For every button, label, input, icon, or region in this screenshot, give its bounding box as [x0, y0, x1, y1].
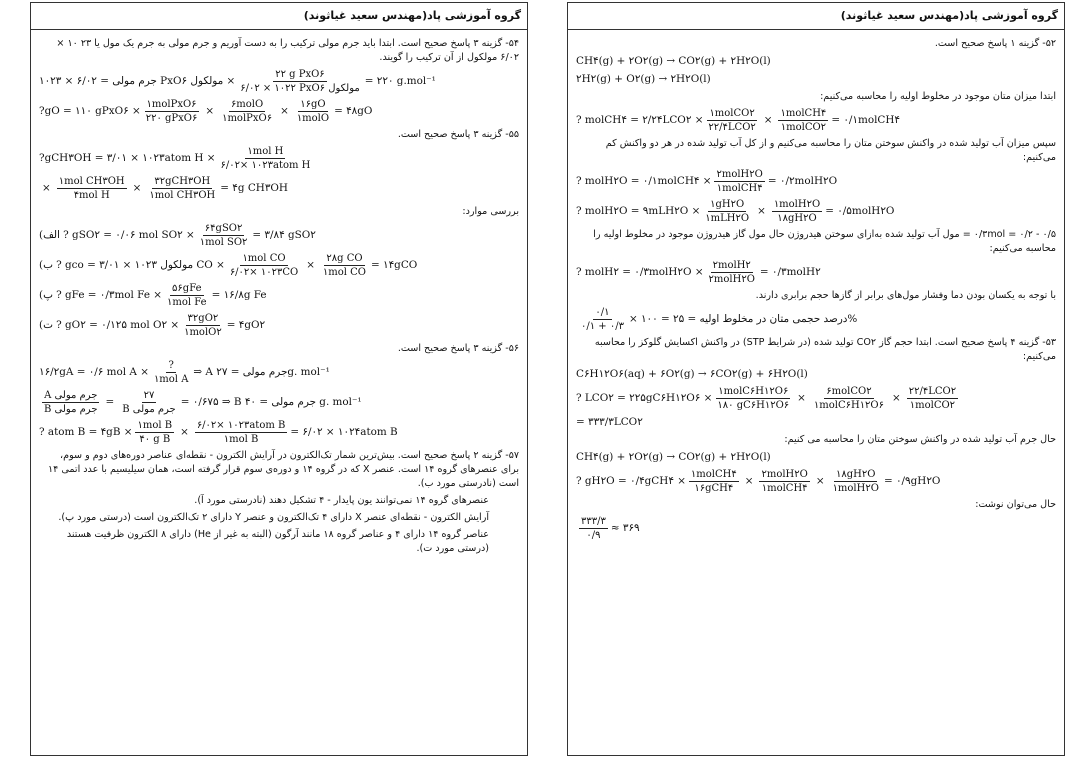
q55-eq1-den: ۶/۰۲× ۱۰۲۳atom H	[220, 160, 311, 171]
q55-eq2-f2d: ۱mol CH۳OH	[149, 190, 216, 201]
right-page-header: گروه آموزشی پاد(مهندس سعید غیاثوند)	[568, 3, 1064, 30]
q52-eq3-res: = ۰/۵molH۲O	[825, 205, 895, 217]
q55-eq1-lhs: ?gCH۳OH = ۳/۰۱ × ۱۰۲۳atom H ×	[39, 152, 216, 164]
q52-text3: ۰/۳mol = ۰/۲ - ۰/۵ = مول آب تولید شده به‌ازای سوختن هیدروژن حال مول گاز هیدروژن موجود در مخلوط اولیه را محاسبه می‌کنیم:	[593, 229, 1056, 254]
q56-eq3-f2d: ۱mol B	[223, 434, 259, 445]
case-t-res: = ۴gO۲	[226, 319, 266, 331]
q52-eq3-frac2	[772, 198, 822, 225]
q53-eq1-frac1	[715, 385, 791, 412]
q56-eq2-res: = ۰/۶۷۵ ⇒ B جرم مولی = ۴۰ g. mol⁻¹	[180, 396, 362, 408]
case-t	[39, 312, 519, 339]
q52-text2: سپس میزان آب تولید شده در واکنش سوختن متان را محاسبه می‌کنیم و از کل آب تولید شده در هر دو واکنش کم می‌کنیم:	[605, 138, 1056, 163]
q53-eq2-f3d: ۱molH۲O	[832, 483, 879, 494]
q52-eq1-f1n: ۱molCO۲	[709, 108, 755, 119]
q56-eq2: A جرم مولی B جرم مولی = ۲۷ B جرم مولی = ۰/۶۷۵ ⇒ B جرم مولی = ۴۰ g. mol⁻¹	[44, 390, 362, 415]
q52-eq3-frac1	[703, 198, 751, 225]
q57-p2: عنصرهای گروه ۱۴ نمی‌توانند یون پایدار - ۴ تشکیل دهند (نادرستی مورد آ).	[194, 495, 489, 506]
q52-eq1: ? molCH۴ = ۲/۲۴LCO۲ × ۱molCO۲ ۲۲/۴LCO۲ × ۱molCH۴ ۱molCO۲ = ۰/۱molCH۴	[576, 108, 901, 133]
q57-p3: آرایش الکترون - نقطه‌ای عنصر X دارای ۴ تک‌الکترون و عنصر Y دارای ۲ تک‌الکترون است (درستی مورد پ).	[58, 512, 489, 523]
q56-eq3-f1n: ۱mol B	[137, 420, 173, 431]
q54-eq2-frac2	[220, 98, 274, 125]
q52-eq4-frac	[707, 259, 757, 286]
q52-eq4-num: ۲molH۲	[712, 260, 751, 271]
q54-eq2-frac1	[144, 98, 200, 125]
q52-eq5-frac	[579, 306, 626, 333]
q53-eq3-den: ۰/۹	[586, 530, 601, 541]
q53-eq1-f3n: ۲۲/۴LCO۲	[908, 386, 957, 397]
q56-eq3-f2n: ۶/۰۲× ۱۰۲۳atom B	[196, 420, 286, 431]
q56-eq3-f1d: ۴۰ g B	[139, 434, 171, 445]
q53-eq2-frac2	[759, 468, 809, 495]
q52-eq5-num: ۰/۱	[595, 307, 610, 318]
q53-eq1-lhs: ? LCO۲ = ۲۲۵gC۶H۱۲O۶ ×	[576, 392, 713, 404]
q54-eq1-frac	[238, 68, 362, 95]
case-t-den: ۱molO۲	[184, 327, 222, 338]
q57-p4: عناصر گروه ۱۴ دارای ۴ و عناصر گروه ۱۸ مانند آرگون (البته به غیر از He) دارای ۸ الکترون ظرفیت هستند (درستی مورد ت).	[66, 529, 489, 554]
q52-eq3: ? molH۲O = ۹mLH۲O × ۱gH۲O ۱mLH۲O × ۱molH۲O ۱۸gH۲O = ۰/۵molH۲O	[576, 199, 895, 224]
q56-eq3: ? atom B = ۴gB × ۱mol B ۴۰ g B × ۶/۰۲× ۱۰۲۳atom B ۱mol B = ۶/۰۲ × ۱۰۲۴atom B	[39, 420, 398, 445]
q52-eq3-f1d: ۱mLH۲O	[705, 213, 750, 224]
q56-eq3-frac1	[135, 419, 174, 446]
q53-text3: حال می‌توان نوشت:	[975, 499, 1056, 510]
left-page-header: گروه آموزشی پاد(مهندس سعید غیاثوند)	[31, 3, 527, 30]
q53-eq1-f2n: ۶molCO۲	[826, 386, 872, 397]
q56-eq3-frac2	[195, 419, 288, 446]
q53-eq2-lhs: ? gH۲O = ۰/۴gCH۴ ×	[576, 475, 686, 487]
q52-eq2-lhs: ? molH۲O = ۰/۱molCH۴ ×	[576, 175, 712, 187]
case-b-lhs: (ب ? gco = ۳/۰۱ × ۱۰۲۳ مولکول CO ×	[39, 259, 225, 271]
q54-eq2-frac3	[295, 98, 331, 125]
case-b-f2n: ۲۸g CO	[326, 253, 363, 264]
q53-eq2-res: = ۰/۹gH۲O	[883, 475, 941, 487]
q52-eq2-den: ۱molCH۴	[716, 183, 763, 194]
q54-eq1	[39, 68, 519, 95]
q54-eq1-den: ۶/۰۲ × ۱۰۲۲ PxO۶ مولکول	[240, 83, 360, 94]
q55-eq2: × ۱mol CH۳OH ۴mol H × ۳۲gCH۳OH ۱mol CH۳OH = ۴g CH۳OH	[42, 176, 288, 201]
q52-eq1-f2n: ۱molCH۴	[780, 108, 827, 119]
q53-eq1-frac3	[907, 385, 958, 412]
case-p	[39, 282, 519, 309]
q53-eq2: ? gH۲O = ۰/۴gCH۴ × ۱molCH۴ ۱۶gCH۴ × ۲molH۲O ۱molCH۴ × ۱۸gH۲O ۱molH۲O = ۰/۹gH۲O	[576, 469, 941, 494]
case-p-den: ۱mol Fe	[167, 297, 207, 308]
q53-eq1-f1n: ۱molC۶H۱۲O۶	[718, 386, 789, 397]
case-p-res: = ۱۶/۸g Fe	[211, 289, 267, 301]
q56-intro: ۵۶- گزینه ۳ پاسخ صحیح است.	[397, 343, 519, 354]
q53-eq2-f3n: ۱۸gH۲O	[836, 469, 876, 480]
q56-eq2-frac2	[120, 389, 178, 416]
case-b-f2d: ۱mol CO	[322, 267, 367, 278]
q55-eq2-f1d: ۴mol H	[73, 190, 110, 201]
q54-eq2-res: = ۴۸gO	[334, 105, 373, 117]
q53-eq3-num: ۳۳۳/۳	[581, 516, 606, 527]
q54-eq2-f1d: ۲۲۰ gPxO۶	[145, 113, 198, 124]
q53-text2: حال جرم آب تولید شده در واکنش سوختن متان را محاسبه می کنیم:	[784, 434, 1056, 445]
q54-eq2-f1n: ۱molPxO۶	[146, 99, 197, 110]
case-a-lhs: (الف ? gSO۲ = ۰/۰۶ mol SO۲ ×	[39, 229, 195, 241]
q52-eq5-den: ۰/۱ + ۰/۳	[581, 321, 624, 332]
case-b-res: = ۱۴gCO	[371, 259, 418, 271]
q56-eq1-frac	[152, 359, 190, 386]
q52-eq1-frac1	[706, 107, 757, 134]
q55-eq2-f1n: ۱mol CH۳OH	[58, 176, 125, 187]
q56-eq1	[39, 359, 519, 386]
q53-eq1-f3d: ۱molCO۲	[909, 400, 956, 411]
case-t-frac	[182, 312, 224, 339]
left-page	[30, 2, 528, 756]
q53-eq2-frac3	[831, 468, 881, 495]
q56-eq1-num: ?	[168, 360, 174, 371]
case-b-frac2	[321, 252, 368, 279]
q52-eq3-f1n: ۱gH۲O	[710, 199, 745, 210]
q55-eq2-f2n: ۳۲gCH۳OH	[154, 176, 211, 187]
q53-eq1-frac2	[812, 385, 886, 412]
q55-eq2-frac2	[147, 175, 217, 202]
q52-eq1-lhs: ? molCH۴ = ۲/۲۴LCO۲ ×	[576, 114, 704, 126]
left-page-body	[31, 30, 527, 556]
q54-eq2-lhs: ?gO = ۱۱۰ gPxO۶ ×	[39, 105, 141, 117]
q52-eq1-res: = ۰/۱molCH۴	[831, 114, 901, 126]
q52-eq3-lhs: ? molH۲O = ۹mLH۲O ×	[576, 205, 701, 217]
q53-reaction1: C۶H۱۲O۶(aq) + ۶O۲(g) → ۶CO۲(g) + ۶H۲O(l)	[576, 368, 808, 380]
case-a-frac	[198, 222, 250, 249]
q52-eq4	[576, 259, 1056, 286]
q54-intro: ۵۴- گزینه ۳ پاسخ صحیح است. ابتدا باید جرم مولی ترکیب را به دست آوریم و جرم مولی به جرم یک مول یا ۲۳ ۱۰ × ۶/۰۲ مولکول از آن ترکیب را گویند.	[56, 38, 519, 63]
case-t-lhs: (ت ? gO۲ = ۰/۱۲۵ mol O۲ ×	[39, 319, 180, 331]
q56-eq1-lhs: ۱۶/۲gA = ۰/۶ mol A ×	[39, 366, 149, 378]
case-a	[39, 222, 519, 249]
q52-reaction2: ۲H۲(g) + O۲(g) → ۲H۲O(l)	[576, 73, 711, 85]
q56-eq2-f1d: B جرم مولی	[44, 404, 98, 415]
q52-eq4-res: = ۰/۳molH۲	[759, 266, 821, 278]
q53-eq1-f2d: ۱molC۶H۱۲O۶	[813, 400, 885, 411]
q57-p1: ۵۷- گزینه ۲ پاسخ صحیح است. بیش‌ترین شمار تک‌الکترون در آرایش الکترون - نقطه‌ای عناصر دوره‌های دوم و سوم، برای عنصرهای گروه ۱۴ است. عنصر X که در گروه ۱۴ و دوره‌ی سوم قرار گرفته است، همان سیلیسیم با عدد اتمی ۱۴ است (نادرستی مورد ب).	[48, 450, 519, 489]
q56-eq3-lhs: ? atom B = ۴gB ×	[39, 426, 133, 438]
q55-intro: ۵۵- گزینه ۳ پاسخ صحیح است.	[397, 129, 519, 140]
case-b-frac1	[228, 252, 300, 279]
q55-eq2-res: = ۴g CH۳OH	[220, 182, 288, 194]
q56-eq2-f2n: ۲۷	[143, 390, 155, 401]
q52-eq4-den: ۲molH۲O	[708, 274, 755, 285]
q56-eq1-res: ⇒ A جرم مولی = ۲۷g. mol⁻¹	[193, 366, 330, 378]
q56-eq2-f2d: B جرم مولی	[122, 404, 176, 415]
case-p-frac	[165, 282, 209, 309]
q53-eq1-f1d: ۱۸۰ gC۶H۱۲O۶	[717, 400, 790, 411]
q52-eq1-f2d: ۱molCO۲	[780, 122, 827, 133]
q54-eq2-f3n: ۱۶gO	[300, 99, 326, 110]
q52-text1: ابتدا میزان متان موجود در مخلوط اولیه را محاسبه می‌کنیم:	[820, 91, 1056, 102]
case-b-f1d: ۶/۰۲× ۱۰۲۳CO	[229, 267, 299, 278]
q53-text1: ۵۳- گزینه ۴ پاسخ صحیح است. ابتدا حجم گاز CO۲ تولید شده (در شرایط STP) در واکنش اکسایش گلوکز را محاسبه می‌کنیم:	[594, 337, 1056, 362]
q56-eq2-frac1	[42, 389, 100, 416]
q52-eq4-lhs: ? molH۲ = ۰/۳molH۲O ×	[576, 266, 704, 278]
q56-eq1-den: ۱mol A	[153, 374, 189, 385]
q53-eq2-frac1	[689, 468, 739, 495]
q52-eq5	[576, 306, 1056, 333]
q53-eq1: ? LCO۲ = ۲۲۵gC۶H۱۲O۶ × ۱molC۶H۱۲O۶ ۱۸۰ gC۶H۱۲O۶ × ۶molCO۲ ۱molC۶H۱۲O۶ × ۲۲/۴LCO۲ ۱molCO۲	[576, 386, 957, 411]
q52-eq2	[576, 168, 1056, 195]
case-p-lhs: (پ ? gFe = ۰/۳mol Fe ×	[39, 289, 162, 301]
case-b: (ب ? gco = ۳/۰۱ × ۱۰۲۳ مولکول CO × ۱mol CO ۶/۰۲× ۱۰۲۳CO × ۲۸g CO ۱mol CO = ۱۴gCO	[39, 253, 418, 278]
q54-eq1-lhs: جرم مولی = ۶/۰۲ × ۱۰۲۳ PxO۶ مولکول ×	[39, 75, 236, 87]
q53-eq2-f2n: ۲molH۲O	[761, 469, 808, 480]
q52-eq1-f1d: ۲۲/۴LCO۲	[708, 122, 756, 133]
q53-eq2-f2d: ۱molCH۴	[761, 483, 808, 494]
q56-eq2-f1n: A جرم مولی	[44, 390, 98, 401]
q55-eq2-frac1	[57, 175, 127, 202]
case-b-f1n: ۱mol CO	[242, 253, 286, 264]
q55-eq1-frac	[218, 145, 312, 172]
case-t-num: ۳۲gO۲	[187, 313, 219, 324]
q52-eq2-res: = ۰/۲molH۲O	[767, 175, 838, 187]
q53-reaction2: CH۴(g) + ۲O۲(g) → CO۲(g) + ۲H۲O(l)	[576, 451, 771, 463]
q54-eq2-f2d: ۱molPxO۶	[222, 113, 273, 124]
q54-eq2-f3d: ۱molO	[296, 113, 330, 124]
q52-eq2-num: ۲molH۲O	[716, 169, 763, 180]
q52-text4: با توجه به یکسان بودن دما وفشار مول‌های برابر از گازها حجم برابری دارند.	[755, 290, 1056, 301]
q52-eq5-res: × ۱۰۰ = درصد حجمی متان در مخلوط اولیه = ۲۵%	[628, 313, 858, 325]
q53-eq2-f1d: ۱۶gCH۴	[694, 483, 734, 494]
case-a-den: ۱mol SO۲	[199, 237, 248, 248]
review-label: بررسی موارد:	[462, 206, 519, 217]
q52-eq2-frac	[714, 168, 764, 195]
case-a-res: = ۳/۸۴ gSO۲	[252, 229, 316, 241]
q52-intro: ۵۲- گزینه ۱ پاسخ صحیح است.	[934, 38, 1056, 49]
q54-eq1-res: = ۲۲۰ g.mol⁻¹	[364, 75, 436, 87]
right-page	[567, 2, 1065, 756]
q53-eq3	[576, 515, 1056, 542]
right-page-body	[568, 30, 1064, 542]
q55-eq1	[39, 145, 519, 172]
q53-eq2-f1n: ۱molCH۴	[690, 469, 737, 480]
q52-eq3-f2n: ۱molH۲O	[773, 199, 821, 210]
q52-eq3-f2d: ۱۸gH۲O	[777, 213, 817, 224]
q55-eq1-num: ۱mol H	[247, 146, 284, 157]
q53-eq3-res: ≈ ۳۶۹	[610, 522, 640, 534]
q52-eq1-frac2	[778, 107, 828, 134]
q54-eq2: ?gO = ۱۱۰ gPxO۶ × ۱molPxO۶ ۲۲۰ gPxO۶ × ۶molO ۱molPxO۶ × ۱۶gO ۱molO = ۴۸gO	[39, 99, 373, 124]
q53-eq1-result: = ۳۳۳/۳LCO۲	[576, 416, 643, 428]
q54-eq2-f2n: ۶molO	[230, 99, 264, 110]
q53-eq3-frac	[579, 515, 608, 542]
case-a-num: ۶۴gSO۲	[204, 223, 243, 234]
q52-reaction1: CH۴(g) + ۲O۲(g) → CO۲(g) + ۲H۲O(l)	[576, 55, 771, 67]
case-p-num: ۵۶gFe	[172, 283, 202, 294]
q54-eq1-num: ۲۲ g PxO۶	[275, 69, 325, 80]
q56-eq3-res: = ۶/۰۲ × ۱۰۲۴atom B	[290, 426, 398, 438]
